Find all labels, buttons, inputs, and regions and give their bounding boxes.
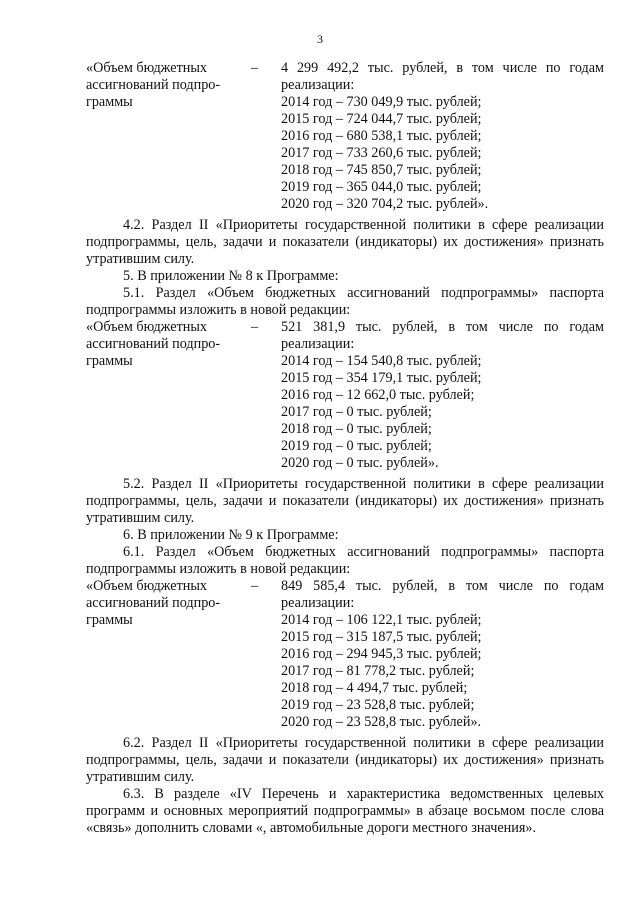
budget-year-line: 2015 год – 354 179,1 тыс. рублей;	[281, 370, 482, 386]
paragraph-5-2: 5.2. Раздел II «Приоритеты государственной политики в сфере реализации подпрограммы, цель, задачи и показатели (индикаторы) их достижения» признать утратившим силу.	[86, 476, 604, 526]
budget-year-line: 2020 год – 23 528,8 тыс. рублей».	[281, 714, 482, 730]
budget-year-line: 2019 год – 0 тыс. рублей;	[281, 438, 432, 454]
budget-block-1	[86, 60, 604, 213]
budget-year-line: 2016 год – 12 662,0 тыс. рублей;	[281, 387, 475, 403]
paragraph-4-2: 4.2. Раздел II «Приоритеты государственной политики в сфере реализации подпрограммы, цель, задачи и показатели (индикаторы) их достижения» признать утратившим силу.	[86, 217, 604, 267]
budget-year-line: 2019 год – 23 528,8 тыс. рублей;	[281, 697, 475, 713]
budget-block-dash: –	[251, 60, 259, 76]
budget-year-line: 2020 год – 320 704,2 тыс. рублей».	[281, 196, 489, 212]
budget-year-line: 2017 год – 733 260,6 тыс. рублей;	[281, 145, 482, 161]
budget-year-line: 2014 год – 730 049,9 тыс. рублей;	[281, 94, 482, 110]
budget-block-label: «Объем бюджетных ассигнований подпро- граммы	[86, 578, 221, 628]
budget-year-line: 2019 год – 365 044,0 тыс. рублей;	[281, 179, 482, 195]
budget-year-line: 2014 год – 106 122,1 тыс. рублей;	[281, 612, 482, 628]
paragraph-6-2: 6.2. Раздел II «Приоритеты государственной политики в сфере реализации подпрограммы, цель, задачи и показатели (индикаторы) их достижения» признать утратившим силу.	[86, 735, 604, 785]
budget-block-values	[281, 578, 604, 731]
paragraph-5-1: 5.1. Раздел «Объем бюджетных ассигнований подпрограммы» паспорта подпрограммы изложить в новой редакции:	[86, 285, 604, 318]
budget-total-line: 521 381,9 тыс. рублей, в том числе по годам	[281, 319, 604, 335]
paragraph-6: 6. В приложении № 9 к Программе:	[123, 527, 339, 543]
budget-year-line: 2020 год – 0 тыс. рублей».	[281, 455, 439, 471]
budget-year-line: 2018 год – 745 850,7 тыс. рублей;	[281, 162, 482, 178]
budget-total-line: 849 585,4 тыс. рублей, в том числе по годам	[281, 578, 604, 594]
budget-year-line: 2017 год – 81 778,2 тыс. рублей;	[281, 663, 475, 679]
budget-block-values	[281, 60, 604, 213]
budget-year-line: 2016 год – 294 945,3 тыс. рублей;	[281, 646, 482, 662]
budget-year-line: 2016 год – 680 538,1 тыс. рублей;	[281, 128, 482, 144]
paragraph-6-1: 6.1. Раздел «Объем бюджетных ассигнований подпрограммы» паспорта подпрограммы изложить в новой редакции:	[86, 544, 604, 577]
paragraph-5: 5. В приложении № 8 к Программе:	[123, 268, 339, 284]
paragraph-6-3: 6.3. В разделе «IV Перечень и характеристика ведомственных целевых программ и основных мероприятий подпрограммы» в абзаце восьмом после слова «связь» дополнить словами «, автомобильные дороги местного значения».	[86, 786, 604, 836]
budget-year-line: реализации:	[281, 595, 355, 611]
budget-year-line: 2018 год – 4 494,7 тыс. рублей;	[281, 680, 468, 696]
budget-block-dash: –	[251, 319, 259, 335]
budget-year-line: реализации:	[281, 336, 355, 352]
budget-year-line: 2015 год – 315 187,5 тыс. рублей;	[281, 629, 482, 645]
budget-block-values	[281, 319, 604, 472]
budget-block-label: «Объем бюджетных ассигнований подпро- граммы	[86, 319, 221, 369]
budget-year-line: 2018 год – 0 тыс. рублей;	[281, 421, 432, 437]
budget-block-2	[86, 319, 604, 472]
budget-year-line: 2017 год – 0 тыс. рублей;	[281, 404, 432, 420]
budget-year-line: 2014 год – 154 540,8 тыс. рублей;	[281, 353, 482, 369]
budget-year-line: 2015 год – 724 044,7 тыс. рублей;	[281, 111, 482, 127]
budget-block-dash: –	[251, 578, 259, 594]
budget-total-line: 4 299 492,2 тыс. рублей, в том числе по годам	[281, 60, 604, 76]
budget-block-3	[86, 578, 604, 731]
document-body	[86, 60, 604, 837]
budget-year-line: реализации:	[281, 77, 355, 93]
page-number: 3	[317, 32, 323, 46]
budget-block-label: «Объем бюджетных ассигнований подпро- граммы	[86, 60, 221, 110]
